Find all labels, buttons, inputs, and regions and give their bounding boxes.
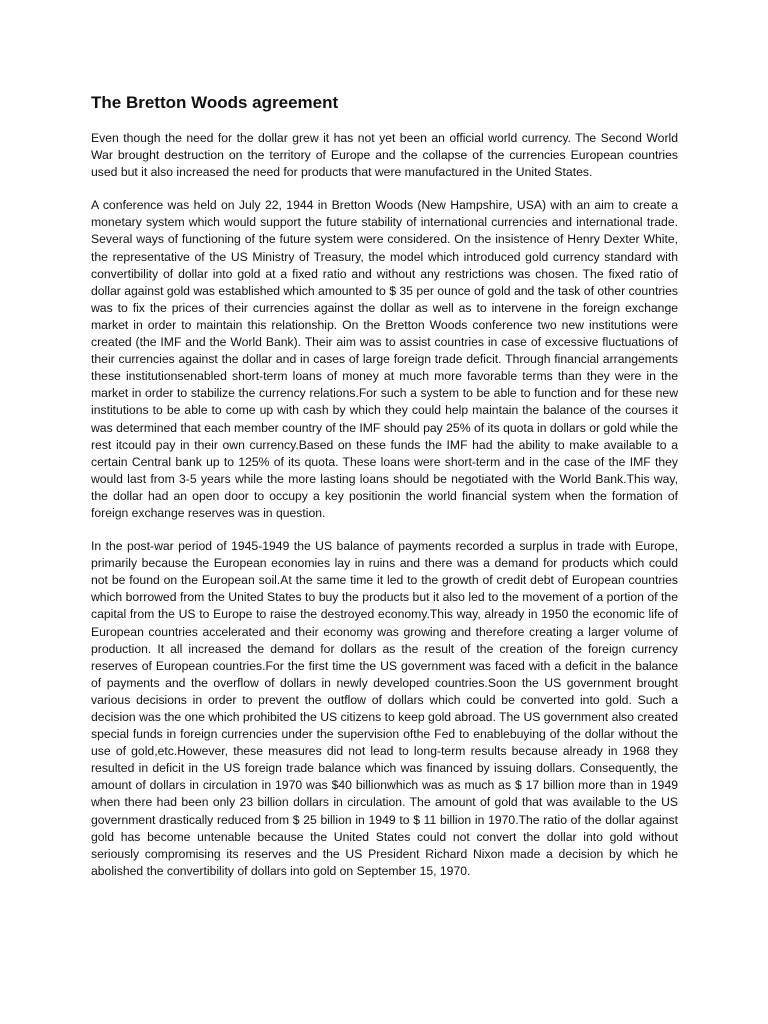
paragraph-intro: Even though the need for the dollar grew it has not yet been an official world currency. The Second World War brought destruction on the territory of Europe and the collapse of the currencies European countries used but it also increased the need for products that were manufactured in the United States. [91,131,678,180]
paragraph-conference: A conference was held on July 22, 1944 in Bretton Woods (New Hampshire, USA) with an aim to create a monetary system which would support the future stability of international currencies and international trade. Several ways of functioning of the future system were considered. On the insistence of Henry Dexter White, the representative of the US Ministry of Treasury, the model which introduced gold currency standard with convertibility of dollar into gold at a fixed ratio and without any restrictions was chosen. The fixed ratio of dollar against gold was established which amounted to $ 35 per ounce of gold and the task of other countries was to fix the prices of their currencies against the dollar as well as to intervene in the foreign exchange market in order to maintain this relationship. On the Bretton Woods conference two new institutions were created (the IMF and the World Bank). Their aim was to assist countries in case of excessive fluctuations of their currencies against the dollar and in cases of large foreign trade deficit. Through financial arrangements these institutionsenabled short-term loans of money at much more favorable terms than they were in the market in order to stabilize the currency relations.For such a system to be able to function and for these new institutions to be able to come up with cash by which they could help maintain the balance of the courses it was determined that each member country of the IMF should pay 25% of its quota in dollars or gold while the rest itcould pay in their own currency.Based on these funds the IMF had the ability to make available to a certain Central bank up to 125% of its quota. These loans were short-term and in the case of the IMF they would last from 3-5 years while the more lasting loans should be negotiated with the World Bank.This way, the dollar had an open door to occupy a key positionin the world financial system when the formation of foreign exchange reserves was in question. [91,198,678,520]
document-title: The Bretton Woods agreement [91,93,339,112]
document-body [91,92,678,896]
paragraph-post-war: In the post-war period of 1945-1949 the US balance of payments recorded a surplus in trade with Europe, primarily because the European economies lay in ruins and there was a demand for products which could not be found on the European soil.At the same time it led to the growth of credit debt of European countries which borrowed from the United States to buy the products but it also led to the movement of a portion of the capital from the US to Europe to raise the destroyed economy.This way, already in 1950 the economic life of European countries accelerated and their economy was growing and therefore creating a larger volume of production. It all increased the demand for dollars as the result of the creation of the foreign currency reserves of European countries.For the first time the US government was faced with a deficit in the balance of payments and the overflow of dollars in newly developed countries.Soon the US government brought various decisions in order to prevent the outflow of dollars which could be converted into gold. Such a decision was the one which prohibited the US citizens to keep gold abroad. The US government also created special funds in foreign currencies under the supervision ofthe Fed to enablebuying of the dollar without the use of gold,etc.However, these measures did not lead to long-term results because already in 1968 they resulted in deficit in the US foreign trade balance which was financed by issuing dollars. Consequently, the amount of dollars in circulation in 1970 was $40 billionwhich was as much as $ 17 billion more than in 1949 when there had been only 23 billion dollars in circulation. The amount of gold that was available to the US government drastically reduced from $ 25 billion in 1949 to $ 11 billion in 1970.The ratio of the dollar against gold has become untenable because the United States could not convert the dollar into gold without seriously compromising its reserves and the US President Richard Nixon made a decision by which he abolished the convertibility of dollars into gold on September 15, 1970. [91,539,678,878]
